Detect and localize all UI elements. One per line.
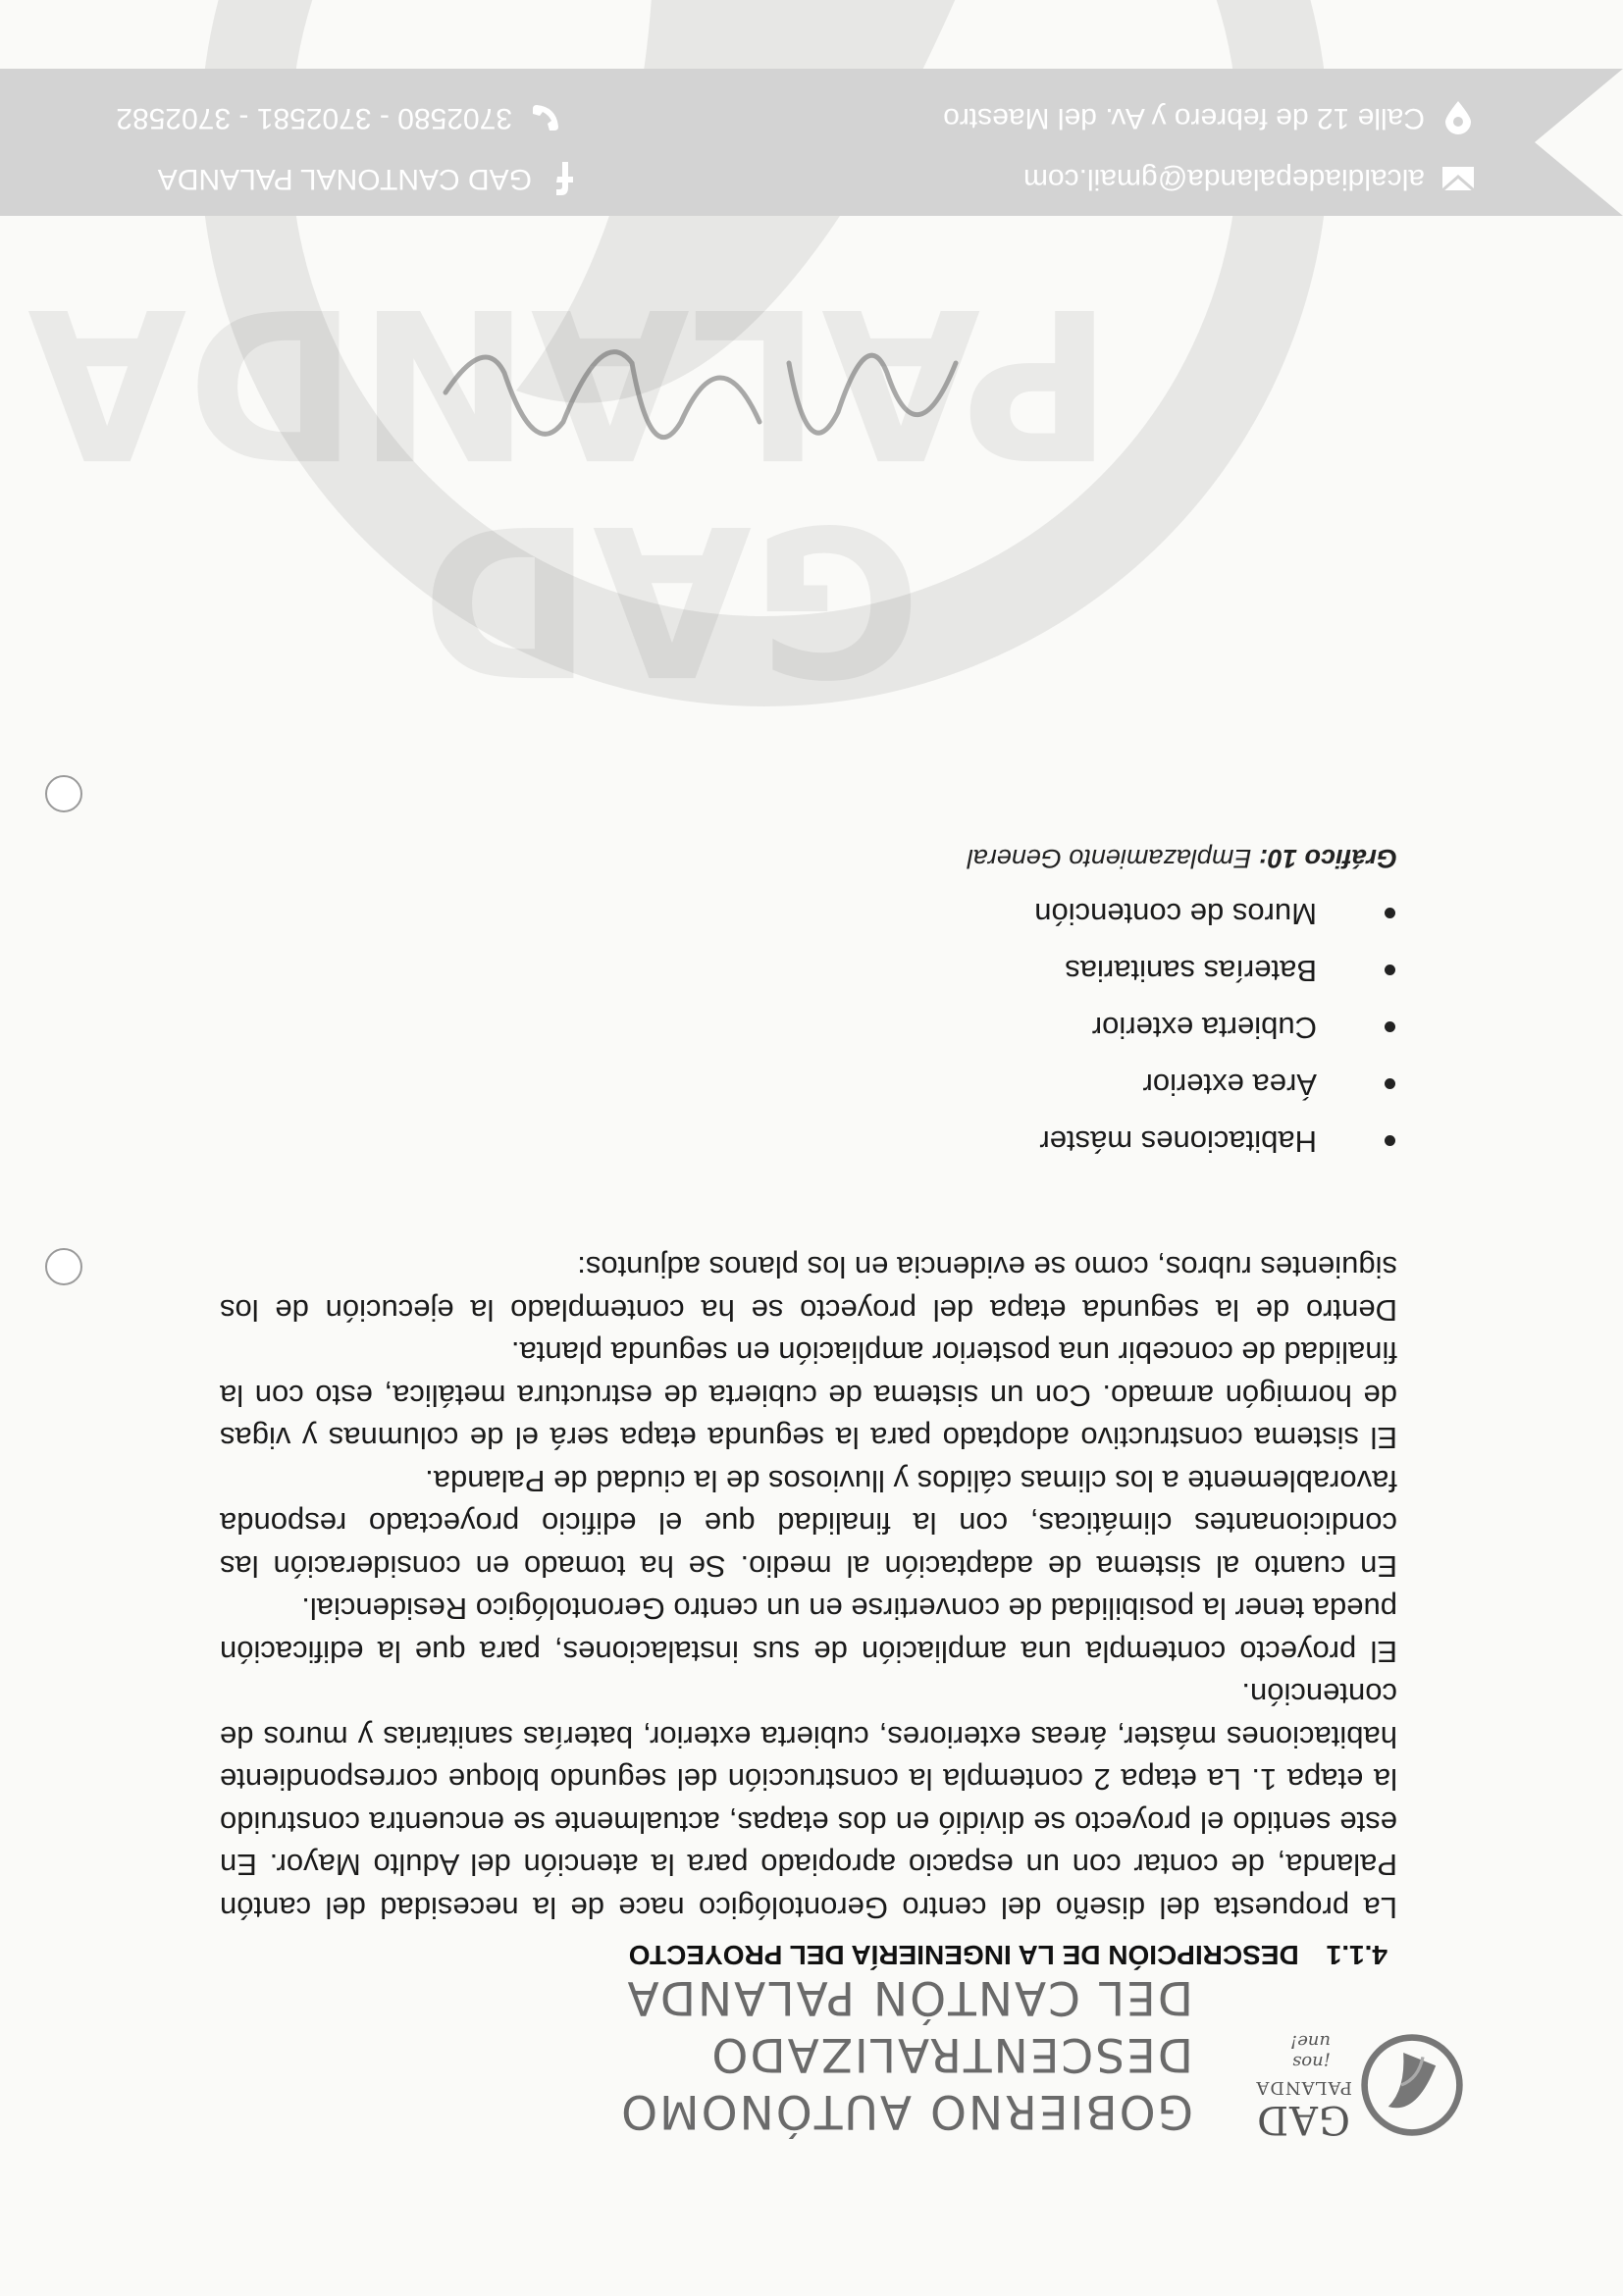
footer-address (943, 100, 1476, 135)
facebook-icon (548, 161, 583, 196)
mail-icon (1440, 161, 1476, 196)
list-item: Área exterior (220, 1056, 1397, 1113)
section-heading (220, 1937, 1387, 1972)
paragraph: Dentro de la segunda etapa del proyecto se ha contemplado la ejecución de los siguientes rubros, como se evidencia en los planos adjuntos: (220, 1250, 1397, 1328)
address-text: Calle 12 de febrero y Av. del Maestro (943, 102, 1425, 134)
logo-palanda-text: PALANDA (1255, 2077, 1352, 2098)
paragraph: El proyecto contempla una ampliación de sus instalaciones, para que la edificación pueda tener la posibilidad de convertirse en un centro Gerontológico Residencial. (220, 1592, 1397, 1669)
section-number: 4.1.1 (1326, 1940, 1387, 1970)
figure-caption (220, 843, 1397, 873)
phone-icon (528, 100, 563, 135)
rubros-list (220, 885, 1397, 1170)
footer-email (1023, 161, 1476, 196)
list-item: Habitaciones máster (220, 1113, 1397, 1170)
list-item: Baterías sanitarias (220, 942, 1397, 999)
paragraph: El sistema constructivo adoptado para la segunda etapa será el de columnas y vigas de hormigón armado. Con un sistema de cubierta de estructura metálica, esto con la finalidad de concebir una posterior ampliación en segunda planta. (220, 1335, 1397, 1456)
punch-hole-lower (45, 775, 82, 812)
caption-text: Emplazamiento General (967, 844, 1259, 873)
gad-palanda-logo-icon (1358, 2031, 1466, 2139)
list-item: Cubierta exterior (220, 999, 1397, 1056)
phone-text: 3702580 - 3702581 - 3702582 (116, 102, 512, 134)
government-title-line2: DEL CANTÓN PALANDA (625, 1970, 1193, 2024)
document-body (220, 843, 1397, 1972)
section-title: DESCRIPCIÓN DE LA INGENIERÍA DEL PROYECTO (628, 1940, 1299, 1970)
footer-bar (0, 69, 1623, 216)
handwritten-signature (426, 304, 975, 481)
watermark-text: GAD PALANDA (26, 262, 1113, 719)
logo-slogan: ¡nos une! (1289, 2031, 1331, 2072)
government-title (232, 1968, 1193, 2139)
paragraph: En cuanto al sistema de adaptación al medio. Se ha tomado en consideración las condicionantes climáticas, con la finalidad que el edificio proyectado responda favorablemente a los climas cálidos y lluviosos de la ciudad de Palanda. (220, 1464, 1397, 1584)
government-title-line1: GOBIERNO AUTÓNOMO DESCENTRALIZADO (619, 2027, 1193, 2138)
footer-notch (1535, 69, 1623, 216)
letterhead (141, 1970, 1466, 2142)
footer-phone (116, 100, 563, 135)
caption-label: Gráfico 10: (1258, 844, 1397, 873)
email-text: alcaldiadepalanda@gmail.com (1022, 163, 1425, 195)
footer-facebook (158, 161, 583, 196)
facebook-text: GAD CANTONAL PALANDA (157, 163, 532, 195)
punch-hole-upper (45, 1248, 82, 1285)
list-item: Muros de contención (220, 885, 1397, 942)
paragraph: La propuesta del diseño del centro Gerontológico nace de la necesidad del cantón Palanda, de contar con un espacio apropiado para la atención del Adulto Mayor. En este sentido el proyecto se dividió en dos etapas, actualmente se encuentra construido la etapa 1. La etapa 2 contempla la construcción del segundo bloque correspondiente habitaciones máster, áreas exteriores, cubierta exterior, baterías sanitarias y muros de contención. (220, 1677, 1397, 1925)
logo-gad-text: GAD (1256, 2097, 1350, 2142)
location-icon (1440, 100, 1476, 135)
